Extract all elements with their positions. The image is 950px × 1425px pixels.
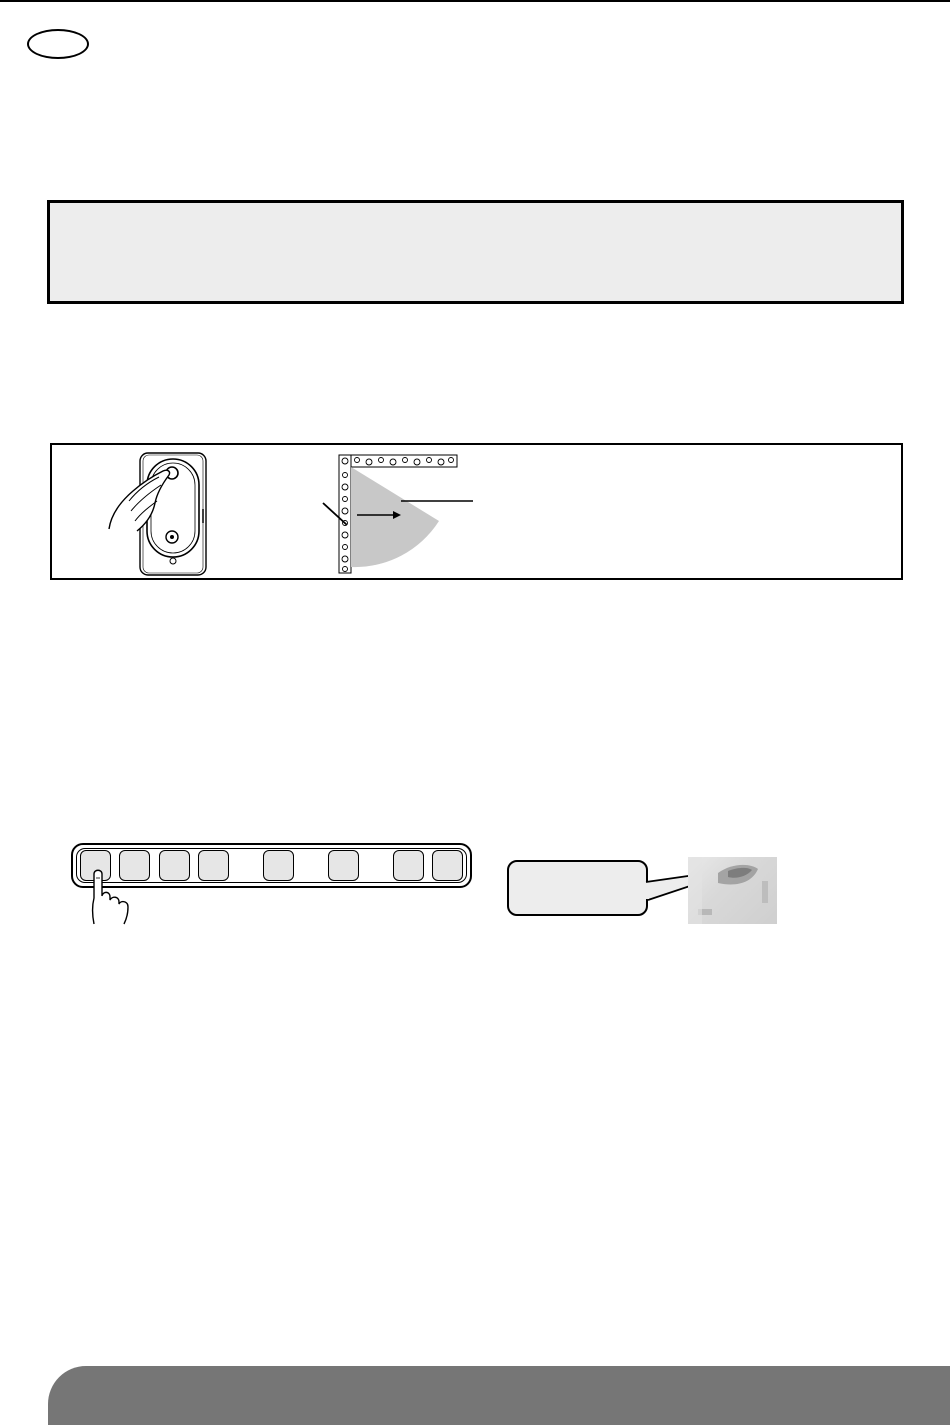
pressing-finger-icon: [86, 866, 136, 926]
keypad-key-7[interactable]: [393, 850, 424, 881]
figure-frame: [50, 443, 903, 580]
keypad-key-6[interactable]: [328, 850, 359, 881]
language-badge: [27, 29, 89, 59]
detector-device-illustration: [107, 451, 217, 577]
top-rule: [0, 0, 950, 2]
sensor-photo: [688, 857, 777, 924]
keypad-key-3[interactable]: [159, 850, 190, 881]
coverage-diagram: [317, 451, 487, 577]
callout-box: [507, 860, 648, 916]
notice-box: [47, 200, 904, 304]
sensor-photo-shading: [688, 857, 777, 924]
keypad-key-5[interactable]: [263, 850, 294, 881]
footer-bar: [48, 1366, 950, 1425]
keypad-key-4[interactable]: [198, 850, 229, 881]
keypad-key-8[interactable]: [432, 850, 463, 881]
